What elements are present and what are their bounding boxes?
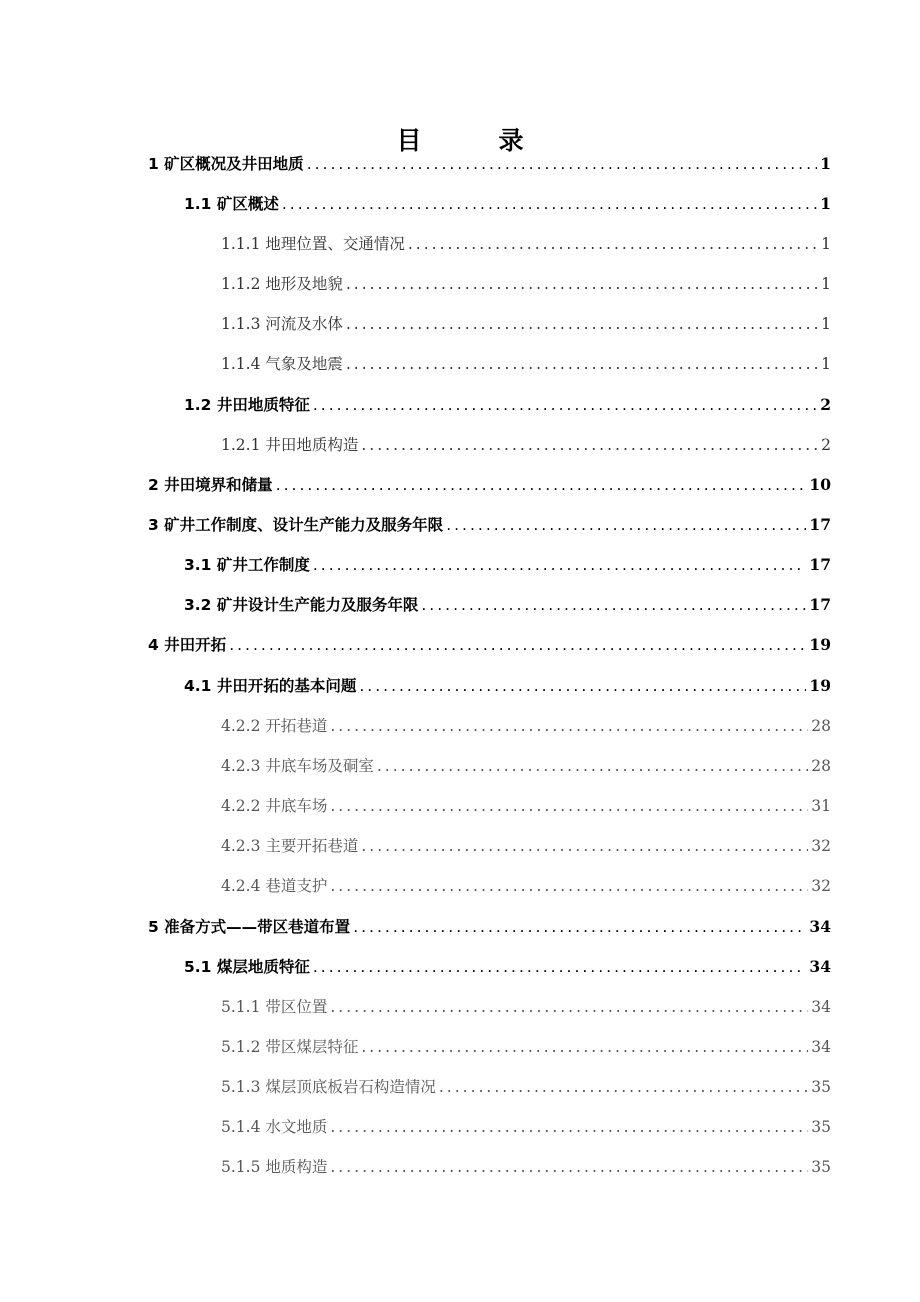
dot-leader xyxy=(439,1076,808,1098)
toc-entry-title: 2 井田境界和储量 xyxy=(148,476,273,494)
toc-entry[interactable] xyxy=(221,1156,831,1178)
toc-page-number: 19 xyxy=(809,635,831,654)
toc-entry[interactable] xyxy=(221,835,831,857)
toc-page-number: 1 xyxy=(820,154,831,173)
toc-entry[interactable] xyxy=(184,394,831,416)
page-title: 目 录 xyxy=(396,125,550,155)
toc-entry-title: 1.1 矿区概述 xyxy=(184,195,279,213)
toc-page-number: 35 xyxy=(811,1118,831,1136)
toc-page-number: 17 xyxy=(809,515,831,534)
toc-entry-title: 1.2 井田地质特征 xyxy=(184,396,310,414)
toc-entry-title: 1.1.3 河流及水体 xyxy=(221,315,343,333)
toc-entry[interactable] xyxy=(221,1036,831,1058)
dot-leader xyxy=(330,1156,808,1178)
dot-leader xyxy=(330,1116,808,1138)
toc-entry-title: 5.1.3 煤层顶底板岩石构造情况 xyxy=(221,1078,436,1096)
toc-page-number: 1 xyxy=(821,315,831,333)
dot-leader xyxy=(307,153,818,175)
dot-leader xyxy=(276,474,807,496)
dot-leader xyxy=(282,193,817,215)
toc-page-number: 2 xyxy=(821,436,831,454)
dot-leader xyxy=(313,394,817,416)
toc-page-number: 10 xyxy=(809,475,831,494)
toc-entry-title: 5.1.5 地质构造 xyxy=(221,1158,328,1176)
toc-entry-title: 3.2 矿井设计生产能力及服务年限 xyxy=(184,596,419,614)
dot-leader xyxy=(408,233,818,255)
dot-leader xyxy=(361,1036,808,1058)
toc-page-number: 1 xyxy=(820,194,831,213)
toc-page-number: 17 xyxy=(809,595,831,614)
dot-leader xyxy=(330,715,808,737)
toc-page-number: 34 xyxy=(809,917,831,936)
toc-entry[interactable] xyxy=(221,233,831,255)
dot-leader xyxy=(353,916,806,938)
dot-leader xyxy=(421,594,806,616)
toc-entry-title: 4.2.2 开拓巷道 xyxy=(221,717,328,735)
toc-entry[interactable] xyxy=(221,795,831,817)
toc-entry-title: 5.1.2 带区煤层特征 xyxy=(221,1038,359,1056)
toc-entry-title: 4.1 井田开拓的基本问题 xyxy=(184,677,357,695)
toc-entry[interactable] xyxy=(221,273,831,295)
toc-page-number: 28 xyxy=(811,757,831,775)
toc-entry[interactable] xyxy=(148,514,831,536)
toc-entry[interactable] xyxy=(221,996,831,1018)
toc-entry[interactable] xyxy=(221,715,831,737)
toc-entry-title: 1.1.1 地理位置、交通情况 xyxy=(221,235,405,253)
dot-leader xyxy=(361,835,808,857)
toc-entry-title: 4.2.3 主要开拓巷道 xyxy=(221,837,359,855)
toc-entry-title: 3.1 矿井工作制度 xyxy=(184,556,310,574)
toc-entry-title: 4.2.2 井底车场 xyxy=(221,797,328,815)
toc-page-number: 19 xyxy=(809,676,831,695)
toc-entry[interactable] xyxy=(184,675,831,697)
toc-page-number: 2 xyxy=(820,395,831,414)
toc-entry[interactable] xyxy=(221,353,831,375)
dot-leader xyxy=(361,434,818,456)
toc-entry-title: 1.1.2 地形及地貌 xyxy=(221,275,343,293)
toc-entry[interactable] xyxy=(221,434,831,456)
toc-page-number: 1 xyxy=(821,355,831,373)
toc-page-number: 34 xyxy=(811,1038,831,1056)
toc-entry-title: 4.2.4 巷道支护 xyxy=(221,877,328,895)
dot-leader xyxy=(346,273,818,295)
toc-page-number: 17 xyxy=(809,555,831,574)
dot-leader xyxy=(377,755,808,777)
toc-page-number: 35 xyxy=(811,1078,831,1096)
toc-entry[interactable] xyxy=(184,554,831,576)
toc-page-number: 1 xyxy=(821,275,831,293)
dot-leader xyxy=(229,634,806,656)
toc-entry-title: 1.1.4 气象及地震 xyxy=(221,355,343,373)
toc-entry[interactable] xyxy=(148,916,831,938)
toc-entry-title: 5.1 煤层地质特征 xyxy=(184,958,310,976)
dot-leader xyxy=(330,996,808,1018)
toc-entry[interactable] xyxy=(221,313,831,335)
toc-page-number: 34 xyxy=(809,957,831,976)
toc-entry-title: 4.2.3 井底车场及硐室 xyxy=(221,757,374,775)
toc-entry[interactable] xyxy=(221,755,831,777)
toc-entry-title: 1 矿区概况及井田地质 xyxy=(148,155,304,173)
dot-leader xyxy=(330,795,808,817)
toc-page-number: 31 xyxy=(811,797,831,815)
dot-leader xyxy=(359,675,806,697)
toc-entry-title: 5.1.1 带区位置 xyxy=(221,998,328,1016)
toc-entry[interactable] xyxy=(184,594,831,616)
toc-entry-title: 4 井田开拓 xyxy=(148,636,227,654)
toc-entry[interactable] xyxy=(184,193,831,215)
toc-entry[interactable] xyxy=(221,1076,831,1098)
toc-entry[interactable] xyxy=(221,1116,831,1138)
dot-leader xyxy=(346,313,818,335)
dot-leader xyxy=(313,956,807,978)
dot-leader xyxy=(346,353,818,375)
toc-page-number: 34 xyxy=(811,998,831,1016)
toc-entry[interactable] xyxy=(184,956,831,978)
toc-entry[interactable] xyxy=(148,474,831,496)
toc-page-number: 28 xyxy=(811,717,831,735)
toc-entry-title: 1.2.1 井田地质构造 xyxy=(221,436,359,454)
toc-page-number: 32 xyxy=(811,837,831,855)
toc-page-number: 1 xyxy=(821,235,831,253)
toc-page-number: 35 xyxy=(811,1158,831,1176)
dot-leader xyxy=(446,514,806,536)
toc-entry[interactable] xyxy=(148,153,831,175)
toc-page-number: 32 xyxy=(811,877,831,895)
toc-entry[interactable] xyxy=(221,875,831,897)
dot-leader xyxy=(330,875,808,897)
toc-entry[interactable] xyxy=(148,634,831,656)
toc-entry-title: 3 矿井工作制度、设计生产能力及服务年限 xyxy=(148,516,444,534)
toc-entry-title: 5 准备方式——带区巷道布置 xyxy=(148,918,351,936)
toc-entry-title: 5.1.4 水文地质 xyxy=(221,1118,328,1136)
dot-leader xyxy=(313,554,807,576)
